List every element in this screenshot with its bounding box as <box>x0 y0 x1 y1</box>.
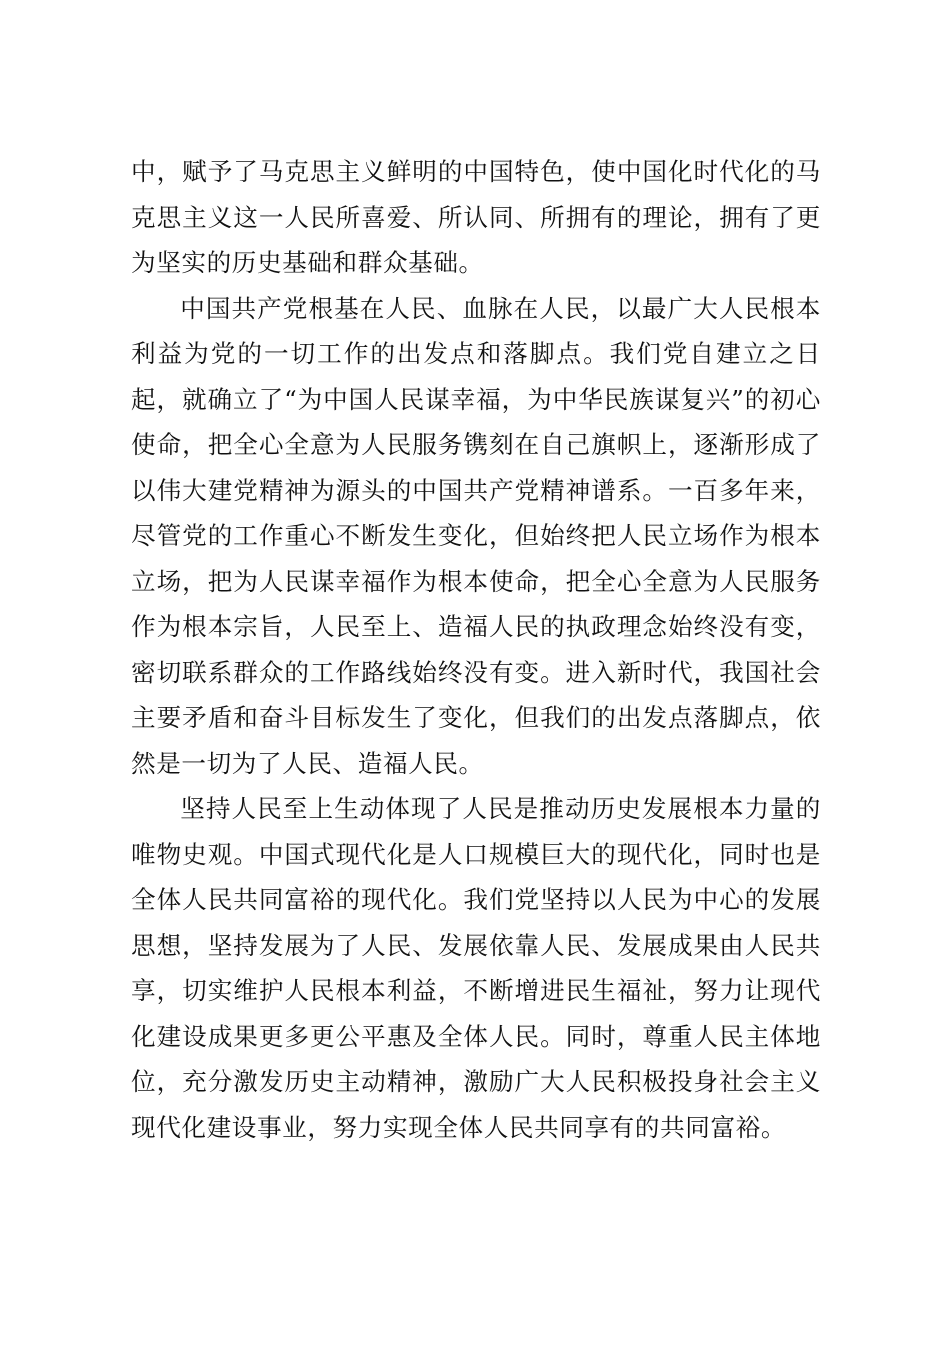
paragraph-2: 中国共产党根基在人民、血脉在人民，以最广大人民根本利益为党的一切工作的出发点和落脚点。我们党自建立之日起，就确立了“为中国人民谋幸福，为中华民族谋复兴”的初心使命，把全心全意为人民服务镌刻在自己旗帜上，逐渐形成了以伟大建党精神为源头的中国共产党精神谱系。一百多年来，尽管党的工作重心不断发生变化，但始终把人民立场作为根本立场，把为人民谋幸福作为根本使命，把全心全意为人民服务作为根本宗旨，人民至上、造福人民的执政理念始终没有变，密切联系群众的工作路线始终没有变。进入新时代，我国社会主要矛盾和奋斗目标发生了变化，但我们的出发点落脚点，依然是一切为了人民、造福人民。 <box>131 293 821 778</box>
paragraph-3: 坚持人民至上生动体现了人民是推动历史发展根本力量的唯物史观。中国式现代化是人口规模巨大的现代化，同时也是全体人民共同富裕的现代化。我们党坚持以人民为中心的发展思想，坚持发展为了人民、发展依靠人民、发展成果由人民共享，切实维护人民根本利益，不断增进民生福祉，努力让现代化建设成果更多更公平惠及全体人民。同时，尊重人民主体地位，充分激发历史主动精神，激励广大人民积极投身社会主义现代化建设事业，努力实现全体人民共同享有的共同富裕。 <box>131 794 821 1142</box>
paragraph-1: 中，赋予了马克思主义鲜明的中国特色，使中国化时代化的马克思主义这一人民所喜爱、所认同、所拥有的理论，拥有了更为坚实的历史基础和群众基础。 <box>131 157 821 277</box>
body-text <box>131 149 821 1150</box>
